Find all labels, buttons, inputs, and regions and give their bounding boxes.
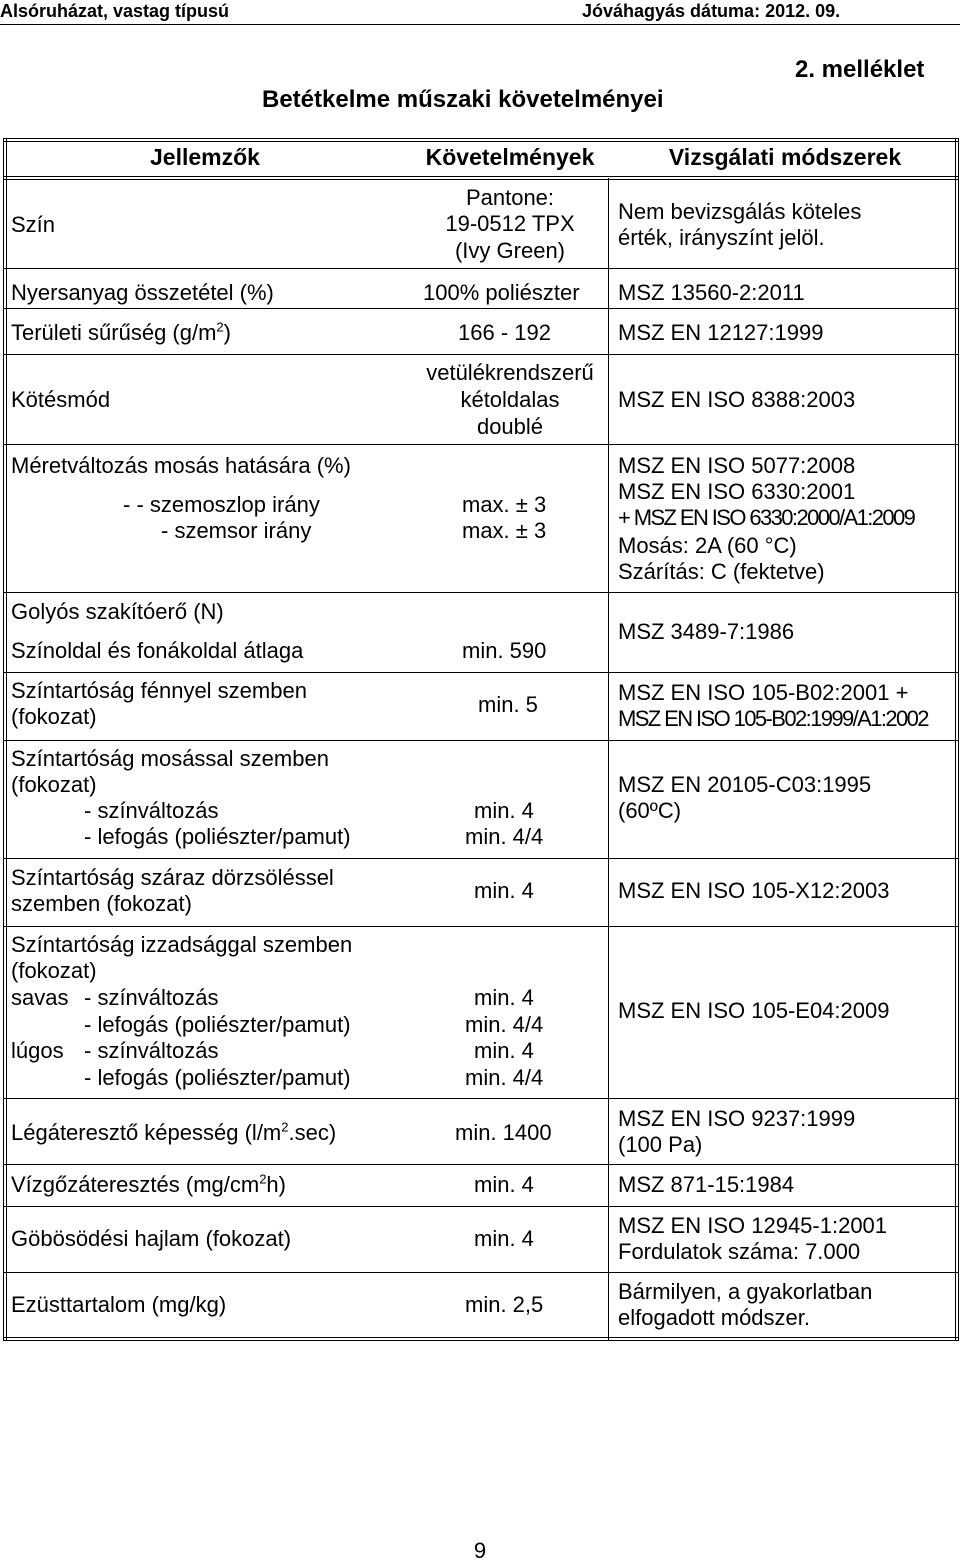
row-line — [3, 1272, 959, 1273]
row-sublabel-acidic: savas — [11, 985, 69, 1010]
page-header — [0, 0, 960, 26]
test-method: MSZ EN ISO 105-B02:1999/A1:2002 — [618, 706, 928, 731]
requirement-value: max. ± 3 — [462, 518, 547, 543]
requirement-value: min. 4/4 — [465, 1012, 544, 1037]
row-line — [3, 138, 959, 142]
column-divider — [608, 178, 609, 1340]
requirement-value: min. 4/4 — [465, 1065, 544, 1090]
row-line — [3, 1206, 959, 1207]
requirement-value: (Ivy Green) — [454, 238, 566, 263]
requirement-value: min. 1400 — [455, 1120, 552, 1145]
test-method: Szárítás: C (fektetve) — [618, 559, 825, 584]
row-sublabel: - szemsor irány — [161, 518, 312, 543]
row-label: Színtartóság izzadsággal szemben — [11, 932, 353, 957]
test-method: Nem bevizsgálás köteles — [618, 199, 862, 224]
row-line — [3, 858, 959, 859]
test-method: érték, irányszínt jelöl. — [618, 225, 825, 250]
requirement-value: vetülékrendszerű — [426, 360, 594, 385]
page-title: Betétkelme műszaki követelményei — [262, 86, 664, 113]
requirement-value: 166 - 192 — [458, 320, 551, 345]
requirement-value: min. 4 — [474, 1038, 534, 1063]
requirement-value: min. 4 — [474, 1226, 534, 1251]
row-sublabel: - - szemoszlop irány — [123, 492, 320, 517]
test-method: MSZ EN ISO 12945-1:2001 — [618, 1213, 888, 1238]
row-label: szemben (fokozat) — [11, 891, 192, 916]
row-line — [3, 308, 959, 309]
requirement-value: min. 4 — [474, 798, 534, 823]
requirement-value: min. 590 — [462, 638, 547, 663]
row-label: (fokozat) — [11, 958, 97, 983]
column-header-kovetelmenyek: Követelmények — [425, 144, 595, 170]
row-sublabel: - színváltozás — [84, 985, 219, 1010]
row-sublabel: - lefogás (poliészter/pamut) — [84, 1012, 351, 1037]
test-method: MSZ EN ISO 6330:2001 — [618, 479, 856, 504]
row-sublabel-alkaline: lúgos — [11, 1038, 64, 1063]
requirement-value: min. 4 — [474, 985, 534, 1010]
row-label: Színtartóság fénnyel szemben — [11, 678, 307, 703]
test-method: (60ºC) — [618, 798, 682, 823]
test-method: elfogadott módszer. — [618, 1305, 811, 1330]
test-method: MSZ EN ISO 105-B02:2001 + — [618, 680, 909, 705]
page-number: 9 — [473, 1538, 487, 1563]
row-line — [3, 176, 959, 180]
row-label: Vízgőzáteresztés $(mg/cm^2h)$ — [11, 1171, 286, 1197]
test-method: MSZ EN 12127:1999 — [618, 320, 824, 345]
row-line — [3, 926, 959, 927]
row-sublabel: - színváltozás — [84, 1038, 219, 1063]
row-label: Kötésmód — [11, 387, 111, 412]
row-line — [3, 444, 959, 445]
requirement-value: Pantone: — [465, 185, 555, 210]
row-label: Színtartóság mosással szemben — [11, 746, 329, 771]
row-line — [3, 592, 959, 593]
test-method: MSZ 871-15:1984 — [618, 1172, 795, 1197]
test-method: MSZ 13560-2:2011 — [618, 280, 805, 305]
row-label: Területi sűrűség $(g/m^2)$ — [11, 319, 231, 345]
row-sublabel: - lefogás (poliészter/pamut) — [84, 824, 351, 849]
annex-label: 2. melléklet — [795, 56, 925, 83]
requirement-value: max. ± 3 — [462, 492, 547, 517]
table-border-left — [3, 138, 7, 1340]
test-method: MSZ EN 20105-C03:1995 — [618, 772, 872, 797]
row-label: Göbösödési hajlam (fokozat) — [11, 1226, 292, 1251]
row-line — [3, 740, 959, 741]
row-label: Méretváltozás mosás hatására (%) — [11, 453, 351, 478]
test-method: Fordulatok száma: 7.000 — [618, 1239, 861, 1264]
row-label: (fokozat) — [11, 772, 97, 797]
requirement-value: 19-0512 TPX — [445, 211, 575, 236]
requirement-value: min. 4/4 — [465, 824, 544, 849]
table-border-bottom — [3, 1337, 959, 1341]
test-method: MSZ EN ISO 9237:1999 — [618, 1106, 856, 1131]
requirement-value: kétoldalas — [460, 387, 560, 412]
row-sublabel: Színoldal és fonákoldal átlaga — [11, 638, 304, 663]
row-label: (fokozat) — [11, 704, 97, 729]
row-label: Szín — [11, 212, 56, 237]
test-method: MSZ 3489-7:1986 — [618, 619, 795, 644]
requirement-value: min. 2,5 — [465, 1292, 544, 1317]
row-sublabel: - lefogás (poliészter/pamut) — [84, 1065, 351, 1090]
header-rule — [0, 24, 960, 25]
row-label: Színtartóság száraz dörzsöléssel — [11, 865, 334, 890]
row-line — [3, 1098, 959, 1099]
row-line — [3, 672, 959, 673]
test-method: MSZ EN ISO 105-X12:2003 — [618, 878, 890, 903]
column-header-vizsgalati: Vizsgálati módszerek — [668, 144, 902, 170]
row-label: Nyersanyag összetétel (%) — [11, 280, 274, 305]
row-label: Légáteresztő képesség $(l/m^2.\sec)$ — [11, 1119, 337, 1145]
column-header-jellemzok: Jellemzők — [150, 144, 260, 170]
row-label: Ezüsttartalom (mg/kg) — [11, 1292, 227, 1317]
test-method: MSZ EN ISO 105-E04:2009 — [618, 998, 890, 1023]
test-method: Mosás: 2A (60 °C) — [618, 533, 797, 558]
requirement-value: doublé — [476, 414, 544, 439]
row-label: Golyós szakítóerő (N) — [11, 599, 224, 624]
requirement-value: min. 4 — [474, 1172, 534, 1197]
test-method: + MSZ EN ISO 6330:2000/A1:2009 — [618, 505, 915, 530]
table-border-right — [955, 138, 959, 1340]
test-method: Bármilyen, a gyakorlatban — [618, 1279, 873, 1304]
test-method: MSZ EN ISO 8388:2003 — [618, 387, 856, 412]
test-method: MSZ EN ISO 5077:2008 — [618, 453, 856, 478]
header-doc-title: Alsóruházat, vastag típusú — [0, 1, 230, 21]
test-method: (100 Pa) — [618, 1132, 703, 1157]
header-approval-date: Jóváhagyás dátuma: 2012. 09. — [582, 1, 841, 21]
row-line — [3, 1164, 959, 1165]
row-sublabel: - színváltozás — [84, 798, 219, 823]
requirement-value: min. 4 — [474, 878, 534, 903]
row-line — [3, 354, 959, 355]
requirement-value: min. 5 — [478, 692, 538, 717]
requirement-value: 100% poliészter — [423, 280, 580, 305]
row-line — [3, 268, 959, 269]
